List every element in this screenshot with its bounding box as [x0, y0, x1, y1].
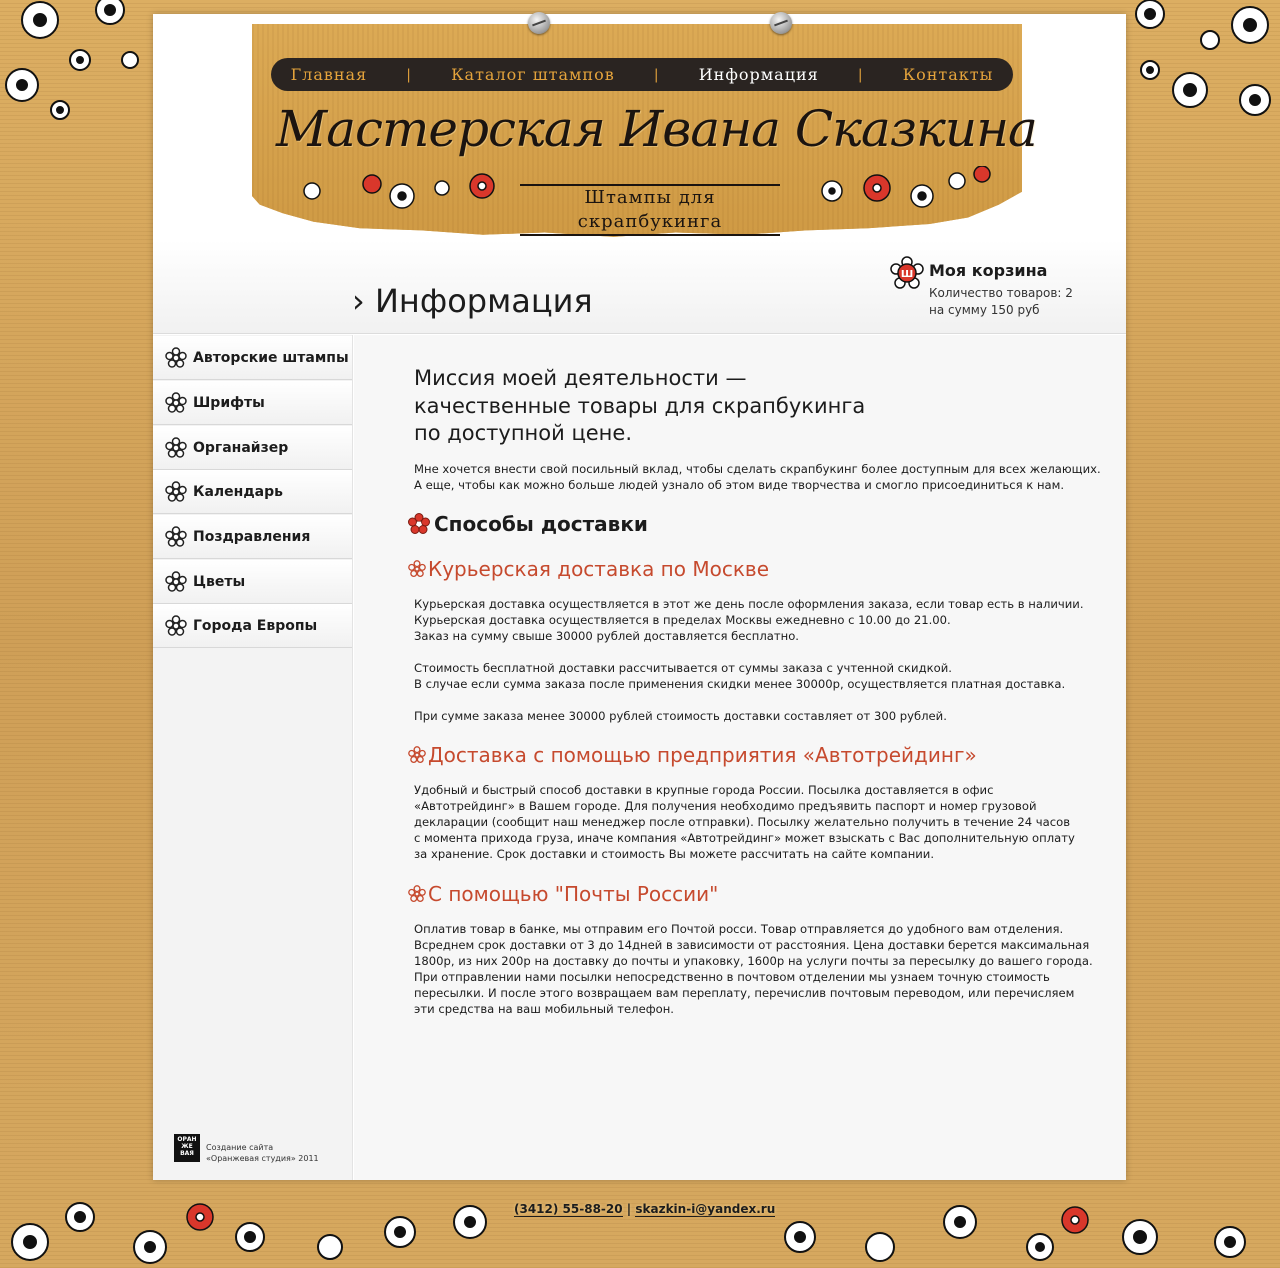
flower-icon: [165, 571, 187, 593]
intro-paragraph: [414, 461, 1101, 493]
main-nav: [271, 58, 1013, 91]
site-credit[interactable]: [174, 1134, 334, 1164]
post-heading-text: С помощью "Почты России": [428, 882, 719, 906]
flower-icon: [165, 615, 187, 637]
page-title-chevron: ›: [352, 282, 365, 320]
nav-catalog[interactable]: Каталог штампов: [451, 65, 615, 84]
text-line: Заказ на сумму свыше 30000 рублей доставляется бесплатно.: [414, 629, 799, 643]
mission-line: качественные товары для скрапбукинга: [414, 393, 866, 418]
red-flower-icon: [408, 513, 430, 535]
flower-icon: [165, 526, 187, 548]
credit-text: [206, 1142, 319, 1164]
flower-outline-icon: [408, 746, 426, 764]
delivery-heading-text: Способы доставки: [434, 512, 648, 536]
nav-info[interactable]: Информация: [698, 65, 819, 84]
text-line: Курьерская доставка осуществляется в пределах Москвы ежедневно с 10.00 до 21.00.: [414, 613, 951, 627]
nav-separator: |: [406, 66, 413, 83]
sidebar-item-fonts[interactable]: [153, 381, 352, 425]
sidebar-item-flowers[interactable]: [153, 560, 352, 604]
sidebar-item-label: Цветы: [193, 573, 246, 590]
cart-flower-icon: [890, 256, 924, 290]
studio-logo-line: ОРАН: [177, 1136, 197, 1143]
footer-contacts: [514, 1202, 776, 1216]
site-logo-title[interactable]: Мастерская Ивана Сказкина: [276, 100, 1037, 158]
sidebar-item-label: Органайзер: [193, 439, 289, 456]
text-line: [414, 692, 1074, 708]
studio-logo-line: ВАЯ: [180, 1150, 194, 1157]
footer-email-link[interactable]: skazkin-i@yandex.ru: [635, 1202, 776, 1216]
text-line: эти средства на ваш мобильный телефон.: [414, 1002, 674, 1016]
mission-line: по доступной цене.: [414, 421, 632, 445]
intro-line: А еще, чтобы как можно больше людей узнало об этом виде творчества и смогло присоединиться к нам.: [414, 478, 1065, 492]
sidebar-item-greetings[interactable]: [153, 515, 352, 559]
credit-line: «Оранжевая студия» 2011: [206, 1154, 319, 1163]
studio-logo: [174, 1134, 200, 1162]
delivery-heading: [408, 512, 648, 536]
credit-line: Создание сайта: [206, 1143, 274, 1152]
flower-icon: [165, 392, 187, 414]
intro-line: Мне хочется внести свой посильный вклад, чтобы сделать скрапбукинг более доступным для всех желающих.: [414, 462, 1101, 476]
text-line: В случае если сумма заказа после применения скидки менее 30000р, осуществляется платная доставка.: [414, 677, 1066, 691]
studio-logo-line: ЖЕ: [181, 1143, 193, 1150]
mission-line: Миссия моей деятельности —: [414, 366, 747, 390]
text-line: декларации (сообщит наш менеджер после отправки). Посылку желательно получить в течение 24 часов: [414, 815, 1071, 829]
mission-statement: [414, 365, 974, 448]
post-heading: [408, 882, 718, 906]
nav-separator: |: [653, 66, 660, 83]
sidebar-item-label: Авторские штампы: [193, 349, 349, 366]
text-line: за хранение. Срок доставки и стоимость Вы можете рассчитать на сайте компании.: [414, 847, 935, 861]
flower-outline-icon: [408, 560, 426, 578]
sidebar-item-european-cities[interactable]: [153, 604, 352, 648]
text-line: [414, 644, 1074, 660]
text-line: Всреднем срок доставки от 3 до 14дней в зависимости от расстояния. Цена доставки берется максимальная: [414, 938, 1090, 952]
text-line: При отправлении нами посылки непосредственно в почтовом отделении мы узнаем точную стоимость: [414, 970, 1050, 984]
post-paragraph: [414, 921, 1093, 1017]
text-line: «Автотрейдинг» в Вашем городе. Для получения необходимо предъявить паспорт и номер грузовой: [414, 799, 1037, 813]
cart-icon-letter: Ш: [900, 269, 914, 280]
autotrading-heading-text: Доставка с помощью предприятия «Автотрейдинг»: [428, 743, 977, 767]
sidebar-item-label: Города Европы: [193, 617, 318, 634]
nav-separator: |: [857, 66, 864, 83]
courier-heading: [408, 557, 769, 581]
page-title-text: Информация: [374, 282, 593, 320]
flower-decoration-top-left: [0, 0, 150, 130]
screw-icon: [528, 12, 550, 34]
flower-outline-icon: [408, 885, 426, 903]
text-line: Стоимость бесплатной доставки рассчитывается от суммы заказа с учтенной скидкой.: [414, 661, 952, 675]
text-line: с момента прихода груза, иначе компания «Автотрейдинг» может взыскать с Вас дополнительную оплату: [414, 831, 1075, 845]
flower-icon: [165, 347, 187, 369]
sidebar-item-author-stamps[interactable]: [153, 336, 352, 380]
autotrading-paragraph: [414, 782, 1074, 862]
text-line: 1800р, из них 200р на доставку до почты и упаковку, 1600р на услуги почты за пересылку до вашего города.: [414, 954, 1093, 968]
cart-title[interactable]: Моя корзина: [929, 261, 1048, 280]
text-line: Оплатив товар в банке, мы отправим его Почтой росси. Товар отправляется до удобного вам отделения.: [414, 922, 1064, 936]
cart-count: Количество товаров: 2: [929, 286, 1073, 300]
nav-contacts[interactable]: Контакты: [902, 65, 994, 84]
text-line: пересылки. И после этого возвращаем вам переплату, перечислив почтовым переводом, или перечисляем: [414, 986, 1075, 1000]
sidebar-item-label: Календарь: [193, 483, 283, 500]
text-line: Курьерская доставка осуществляется в этот же день после оформления заказа, если товар есть в наличии.: [414, 597, 1084, 611]
footer-divider: |: [626, 1202, 632, 1216]
nav-home[interactable]: Главная: [290, 65, 368, 84]
autotrading-heading: [408, 743, 977, 767]
footer-phone[interactable]: (3412) 55-88-20: [514, 1202, 623, 1216]
sidebar-item-label: Шрифты: [193, 394, 265, 411]
courier-paragraph: [414, 596, 1084, 724]
flower-decoration-top-right: [1130, 0, 1280, 130]
text-line: При сумме заказа менее 30000 рублей стоимость доставки составляет от 300 рублей.: [414, 709, 947, 723]
flower-icon: [165, 481, 187, 503]
courier-heading-text: Курьерская доставка по Москве: [428, 557, 770, 581]
sidebar-item-calendar[interactable]: [153, 470, 352, 514]
page-title: [352, 282, 593, 320]
flower-icon: [165, 437, 187, 459]
text-line: Удобный и быстрый способ доставки в крупные города России. Посылка доставляется в офис: [414, 783, 994, 797]
site-logo-subtitle: Штампы для скрапбукинга: [520, 184, 780, 236]
sidebar-item-organizer[interactable]: [153, 426, 352, 470]
sidebar-item-label: Поздравления: [193, 528, 311, 545]
screw-icon: [770, 12, 792, 34]
cart-sum: на сумму 150 руб: [929, 303, 1040, 317]
